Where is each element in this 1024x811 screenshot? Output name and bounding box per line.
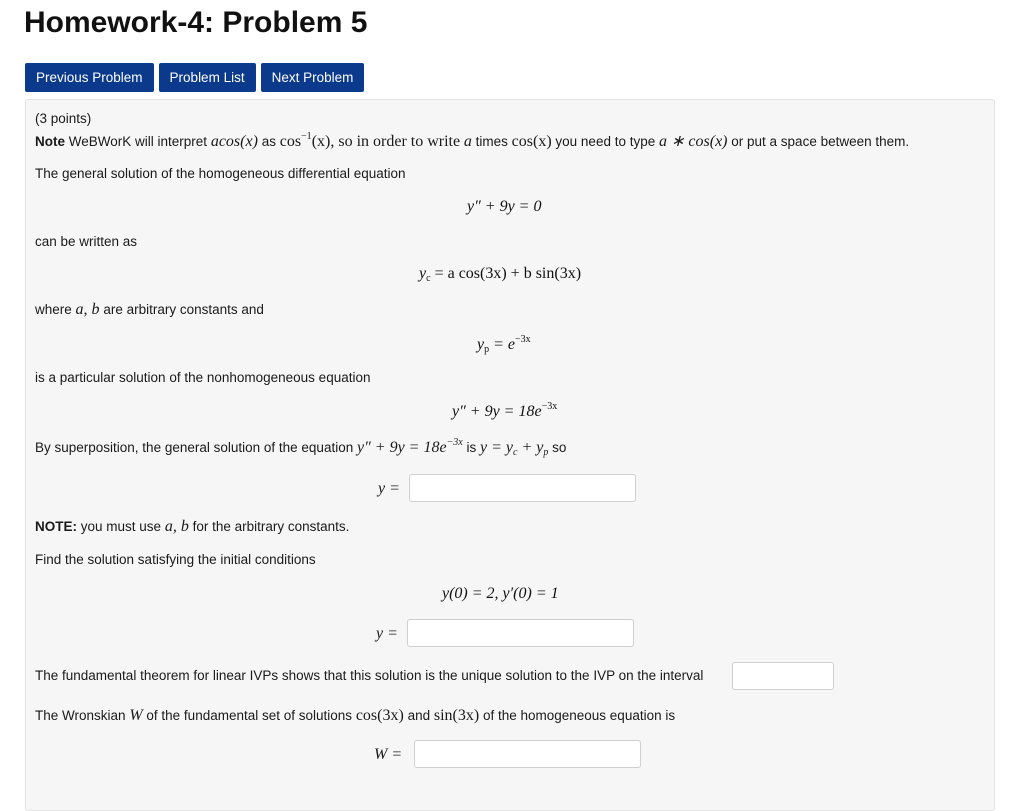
wronskian-text-1: The Wronskian bbox=[35, 708, 126, 723]
where-text-2: are arbitrary constants and bbox=[103, 302, 264, 317]
next-problem-button[interactable]: Next Problem bbox=[261, 63, 365, 92]
answer-2-label: y = bbox=[376, 625, 398, 642]
note2-line bbox=[35, 518, 349, 536]
answer-4-label: W = bbox=[374, 746, 403, 763]
super-eq-text: y″ + 9y = 18e bbox=[357, 439, 447, 456]
note2-text-1: you must use bbox=[80, 519, 162, 534]
equation-homogeneous bbox=[467, 198, 541, 216]
super-eq2-mid: + y bbox=[517, 439, 544, 456]
note-cos-inverse bbox=[280, 133, 460, 150]
note-cosx: cos(x) bbox=[511, 133, 552, 150]
answer-1-label: y = bbox=[378, 480, 400, 497]
superposition-line bbox=[35, 439, 566, 457]
wronskian-W: W bbox=[129, 707, 143, 724]
note-a: a bbox=[463, 133, 472, 150]
find-text: Find the solution satisfying the initial conditions bbox=[35, 552, 316, 567]
yc-rhs: = a cos(3x) + b sin(3x) bbox=[434, 265, 582, 282]
equation-yp bbox=[477, 336, 531, 354]
wronskian-sin: sin(3x) bbox=[433, 707, 480, 724]
where-ab: a, b bbox=[75, 301, 100, 318]
note-typed: a ∗ cos(x) bbox=[659, 133, 728, 150]
cos-inv-arg: (x), so in order to write bbox=[311, 133, 461, 150]
equation-homogeneous-text: y″ + 9y = 0 bbox=[467, 198, 542, 215]
super-equation bbox=[357, 439, 463, 456]
wronskian-cos: cos(3x) bbox=[355, 707, 404, 724]
super-eq2-sub2: p bbox=[543, 447, 549, 458]
where-text-1: where bbox=[35, 302, 72, 317]
note2-ab: a, b bbox=[164, 518, 189, 535]
note-text-1: WeBWorK will interpret bbox=[68, 134, 208, 149]
cos-inv-base: cos bbox=[279, 133, 302, 150]
super-text-1: By superposition, the general solution of the equation bbox=[35, 440, 354, 455]
yp-rhs: = e bbox=[493, 336, 516, 353]
fundamental-text: The fundamental theorem for linear IVPs shows that this solution is the unique solution to the IVP on the interval bbox=[35, 668, 704, 683]
ic-text: y(0) = 2, y′(0) = 1 bbox=[442, 585, 559, 602]
where-line bbox=[35, 301, 264, 319]
interval-input[interactable] bbox=[732, 662, 834, 690]
can-be-written: can be written as bbox=[35, 234, 138, 249]
wronskian-text-4: of the homogeneous equation is bbox=[482, 708, 676, 723]
nonhomog-sup: −3x bbox=[541, 401, 558, 412]
super-equation-2 bbox=[480, 439, 548, 456]
super-eq-sup: −3x bbox=[446, 437, 463, 448]
note-line bbox=[35, 131, 909, 151]
general-intro: The general solution of the homogeneous differential equation bbox=[35, 166, 406, 181]
yc-lhs: y bbox=[419, 265, 427, 282]
yp-sub: p bbox=[484, 344, 490, 355]
super-eq2-text: y = y bbox=[480, 439, 514, 456]
nonhomog-text: y″ + 9y = 18e bbox=[452, 403, 542, 420]
note-acos: acos(x) bbox=[210, 133, 258, 150]
yp-lhs: y bbox=[477, 336, 485, 353]
note-text-5: or put a space between them. bbox=[731, 134, 910, 149]
super-eq2-sub1: c bbox=[513, 447, 518, 458]
problem-list-button[interactable]: Problem List bbox=[159, 63, 256, 92]
note-text-3: times bbox=[475, 134, 508, 149]
note-label: Note bbox=[35, 134, 65, 149]
wronskian-line bbox=[35, 707, 675, 725]
cos-inv-sup: −1 bbox=[301, 131, 312, 142]
page-title: Homework-4: Problem 5 bbox=[24, 6, 368, 39]
general-solution-input[interactable] bbox=[409, 474, 636, 502]
wronskian-text-2: of the fundamental set of solutions bbox=[146, 708, 353, 723]
note2-label: NOTE: bbox=[35, 519, 77, 534]
super-text-2: is bbox=[466, 440, 477, 455]
equation-yc bbox=[419, 265, 581, 283]
equation-nonhomogeneous bbox=[452, 403, 557, 421]
previous-problem-button[interactable]: Previous Problem bbox=[25, 63, 154, 92]
particular-solution-input[interactable] bbox=[407, 619, 634, 647]
problem-navigation bbox=[25, 63, 364, 92]
note-text-4: you need to type bbox=[555, 134, 656, 149]
yc-sub: c bbox=[426, 273, 431, 284]
super-text-3: so bbox=[552, 440, 567, 455]
wronskian-input[interactable] bbox=[414, 740, 641, 768]
yp-sup: −3x bbox=[515, 334, 531, 345]
equation-initial-conditions bbox=[442, 585, 559, 603]
note-text-2: as bbox=[261, 134, 276, 149]
points-label: (3 points) bbox=[35, 111, 92, 126]
note2-text-2: for the arbitrary constants. bbox=[192, 519, 350, 534]
particular-text: is a particular solution of the nonhomogeneous equation bbox=[35, 370, 371, 385]
wronskian-text-3: and bbox=[407, 708, 431, 723]
